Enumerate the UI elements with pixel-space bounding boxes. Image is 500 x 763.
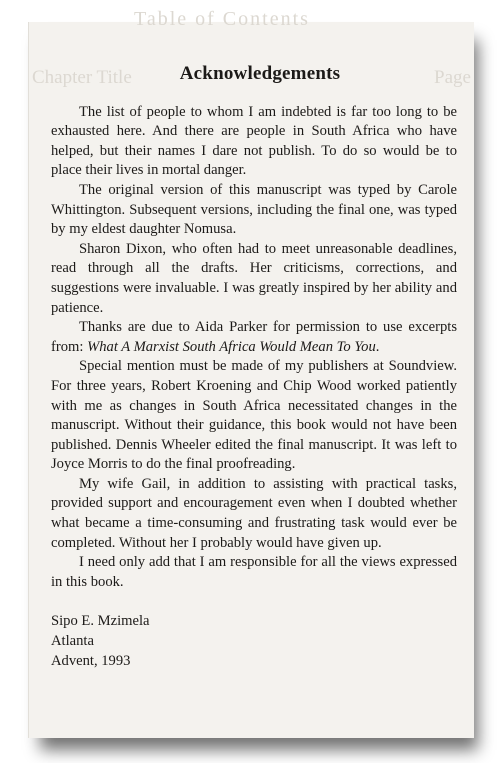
book-title-italic: What A Marxist South Africa Would Mean To You	[87, 338, 376, 355]
paragraph-4-text: Thanks are due to Aida Parker for permission to use excerpts from:	[51, 319, 457, 355]
paragraph-3: Sharon Dixon, who often had to meet unreasonable deadlines, read through all the drafts. Her criticisms, corrections, and suggestions were invaluable. I was greatly inspired by her ability and patience.	[51, 240, 457, 316]
paragraph-4-end: .	[375, 338, 380, 355]
signature-date: Advent, 1993	[51, 652, 131, 669]
paragraph-2: The original version of this manuscript was typed by Carole Whittington. Subsequent versions, including the final one, was typed by my eldest daughter Nomusa.	[51, 181, 457, 238]
paragraph-6: My wife Gail, in addition to assisting with practical tasks, provided support and encouragement even when I doubted whether what became a time-consuming and frustrating task would ever be completed. Without her I probably would have given up.	[51, 475, 457, 551]
signature-block	[51, 612, 457, 671]
show-through-column-left: Chapter Title	[32, 67, 132, 88]
show-through-heading: Table of Contents	[134, 8, 310, 30]
show-through-column-right: Page	[434, 67, 471, 88]
paragraph-7: I need only add that I am responsible for all the views expressed in this book.	[51, 554, 457, 590]
paragraph-4	[51, 318, 457, 357]
signature-place: Atlanta	[51, 633, 94, 650]
book-page	[28, 8, 474, 738]
paragraph-5: Special mention must be made of my publishers at Soundview. For three years, Robert Kroening and Chip Wood worked patiently with me as changes in South Africa necessitated changes in the manuscript. Without their guidance, this book would not have been published. Dennis Wheeler edited the final manuscript. It was left to Joyce Morris to do the final proofreading.	[51, 358, 457, 473]
acknowledgements-text	[51, 64, 457, 671]
paragraph-1: The list of people to whom I am indebted is far too long to be exhausted here. And there are people in South Africa who have helped, but their names I dare not publish. To do so would be to place their lives in mortal danger.	[51, 103, 457, 179]
page-title: Acknowledgements	[179, 63, 341, 84]
signature-name: Sipo E. Mzimela	[51, 613, 150, 630]
